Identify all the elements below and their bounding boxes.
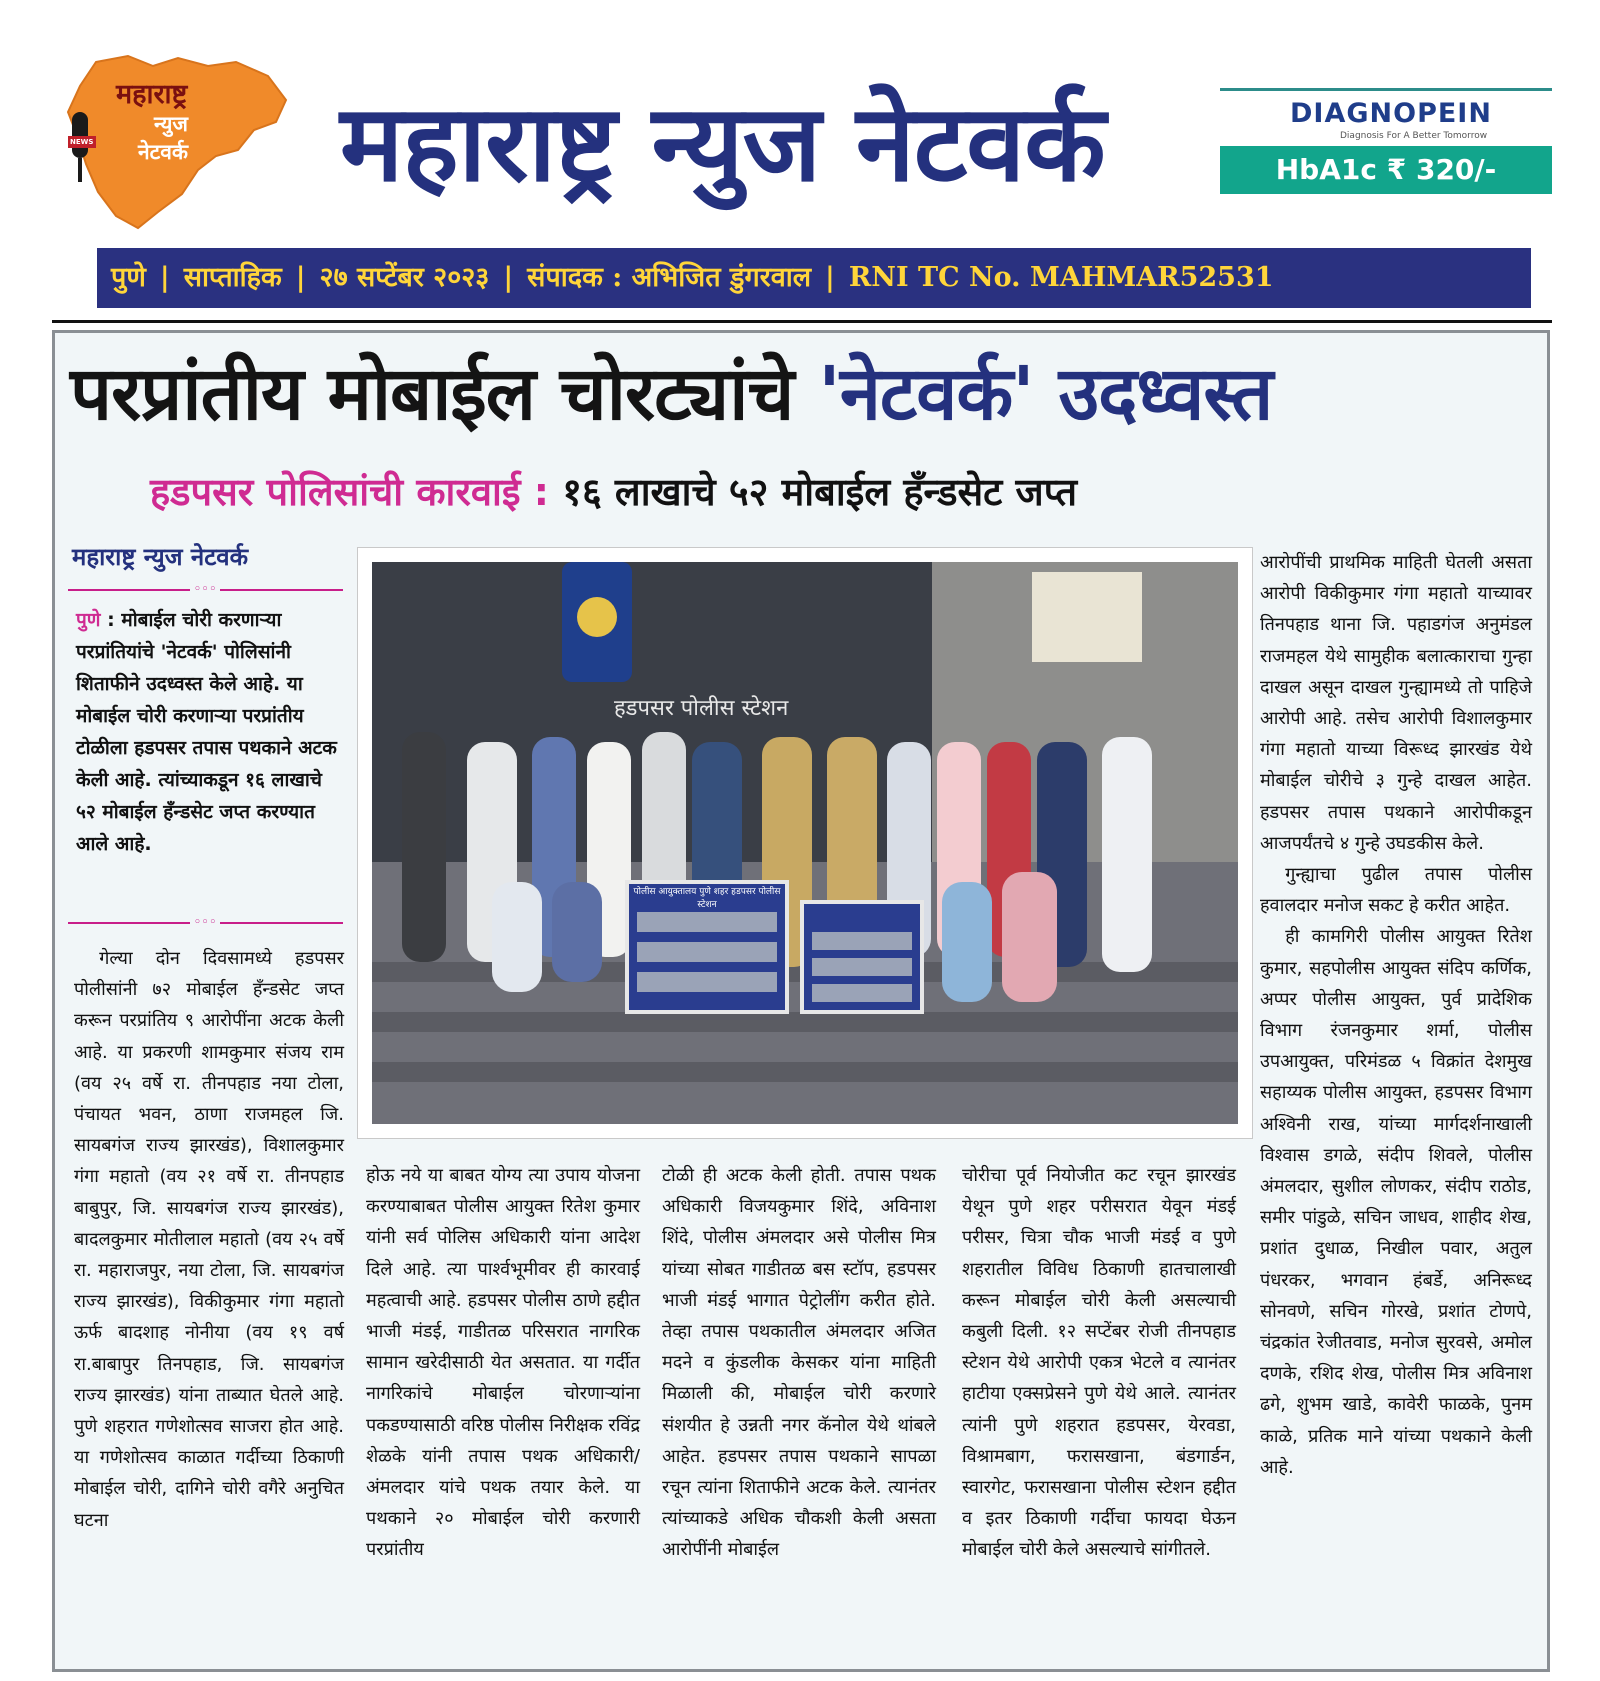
intro-text: : मोबाईल चोरी करणाऱ्या परप्रांतियांचे 'नेटवर्क' पोलिसांनी शिताफीने उदध्वस्त केले आहे. या मोबाईल चोरी करणाऱ्या परप्रांतीय टोळीला हडपसर तपास पथकाने अटक केली आहे. त्यांच्याकडून १६ लाखाचे ५२ मोबाईल हँन्डसेट जप्त करण्यात आले आहे. <box>76 609 337 855</box>
maharashtra-map-logo <box>58 52 288 232</box>
article-subhead <box>150 470 1450 516</box>
separator: | <box>825 262 835 293</box>
ad-price-banner: HbA1c ₹ 320/- <box>1220 146 1552 194</box>
article-column-3 <box>662 1160 936 1566</box>
separator: | <box>503 262 514 293</box>
diagnopein-logo: DIAGNOPEIN <box>1290 98 1492 129</box>
issue-date: २७ सप्टेंबर २०२३ <box>319 262 490 293</box>
column-1-text: गेल्या दोन दिवसामध्ये हडपसर पोलीसांनी ७२ मोबाईल हँन्डसेट जप्त करून परप्रांतिय ९ आरोपींना अटक केली आहे. या प्रकरणी शामकुमार संजय राम (वय २५ वर्षे रा. तीनपहाड नया टोला, पंचायत भवन, ठाणा राजमहल जि. सायबगंज राज्य झारखंड), विशालकुमार गंगा महातो (वय २१ वर्षे रा. तीनपहाड बाबुपुर, जि. सायबगंज राज्य झारखंड), बादलकुमार मोतीलाल महातो (वय २५ वर्षे रा. महाराजपुर, नया टोला, जि. सायबगंज राज्य झारखंड), विकीकुमार गंगा महातो ऊर्फ बादशाह नोनीया (वय १९ वर्ष रा.बाबापुर तिनपहाड, जि. सायबगंज राज्य झारखंड) यांना ताब्यात घेतले आहे. पुणे शहरात गणेशोत्सव साजरा होत आहे. या गणेशोत्सव काळात गर्दीच्या ठिकाणी मोबाईल चोरी, दागिने चोरी वगैरे अनुचित घटना <box>74 948 344 1531</box>
column-5-paragraph-3: ही कामगिरी पोलीस आयुक्त रितेश कुमार, सहपोलीस आयुक्त संदिप कर्णिक, अप्पर पोलीस आयुक्त, पुर्व प्रादेशिक विभाग रंजनकुमार शर्मा, पोलीस उपआयुक्त, परिमंडळ ५ विक्रांत देशमुख सहाय्यक पोलीस आयुक्त, हडपसर विभाग अश्विनी राख, यांच्या मार्गदर्शनाखाली विश्वास डगळे, संदीप शिवले, पोलीस अंमलदार, सुशील लोणकर, संदीप राठोड, समीर पांडुळे, सचिन जाधव, शाहीद शेख, प्रशांत दुधाळ, निखील पवार, अतुल पंधरकर, भगवान हंबर्डे, अनिरूध्द सोनवणे, सचिन गोरखे, प्रशांत टोणपे, चंद्रकांत रेजीतवाड, मनोज सुरवसे, अमोल दणके, रशिद शेख, पोलीस मित्र अविनाश ढगे, शुभम खाडे, कावेरी फाळके, पुनम काळे, प्रतिक माने यांच्या पथकाने केली आहे. <box>1260 926 1532 1478</box>
headline-blue: 'नेटवर्क' उदध्वस्त <box>818 351 1273 437</box>
article-headline <box>70 352 1532 437</box>
issue-rni: RNI TC No. MAHMAR52531 <box>848 262 1274 293</box>
logo-line-2: न्युज <box>154 112 188 136</box>
police-team-photo <box>372 562 1238 1124</box>
logo-line-1: महाराष्ट्र <box>116 79 188 110</box>
article-column-2 <box>366 1160 640 1566</box>
article-byline: महाराष्ट्र न्युज नेटवर्क <box>72 543 249 571</box>
diagnopein-ad[interactable] <box>1220 88 1552 194</box>
separator: | <box>159 262 170 293</box>
ad-tagline: Diagnosis For A Better Tomorrow <box>1340 131 1488 141</box>
logo-line-3: नेटवर्क <box>138 140 189 164</box>
issue-info-bar <box>97 248 1531 308</box>
article-column-4 <box>962 1160 1236 1566</box>
issue-editor: संपादक : अभिजित डुंगरवाल <box>527 262 812 293</box>
photo-building-sign: हडपसर पोलीस स्टेशन <box>614 696 789 721</box>
headline-black: परप्रांतीय मोबाईल चोरट्यांचे <box>70 351 794 437</box>
intro-place: पुणे <box>76 609 101 631</box>
issue-city: पुणे <box>111 262 146 293</box>
article-photo <box>358 548 1252 1138</box>
column-3-text: टोळी ही अटक केली होती. तपास पथक अधिकारी विजयकुमार शिंदे, अविनाश शिंदे, पोलीस अंमलदार असे पोलीस मित्र यांच्या सोबत गाडीतळ बस स्टॉप, हडपसर भाजी मंडई भागात पेट्रोलींग करीत होते. तेव्हा तपास पथकातील अंमलदार अजित मदने व कुंडलीक केसकर यांना माहिती मिळाली की, मोबाईल चोरी करणारे संशयीत हे उन्नती नगर कॅनोल येथे थांबले आहेत. हडपसर तपास पथकाने सापळा रचून त्यांना शिताफीने अटक केले. त्यानंतर त्यांच्याकडे अधिक चौकशी केली असता आरोपींनी मोबाईल <box>662 1165 936 1561</box>
article-column-5 <box>1260 547 1532 1483</box>
column-5-paragraph-1: आरोपींची प्राथमिक माहिती घेतली असता आरोपी विकीकुमार गंगा महातो याच्यावर तिनपहाड थाना जि. पहाडगंज अनुमंडल राजमहल येथे सामुहीक बलात्काराचा गुन्हा दाखल असून दाखल गुन्ह्यामध्ये तो पाहिजे आरोपी आहे. तसेच आरोपी विशालकुमार गंगा महातो याच्या विरूध्द झारखंड येथे मोबाईल चोरीचे ३ गुन्हे दाखल आहेत. हडपसर तपास पथकाने आरोपीकडून आजपर्यंतचे ४ गुन्हे उघडकीस केले. <box>1260 552 1532 854</box>
masthead-rule <box>52 320 1552 323</box>
article-intro <box>76 604 342 860</box>
column-2-text: होऊ नये या बाबत योग्य त्या उपाय योजना करण्याबाबत पोलीस आयुक्त रितेश कुमार यांनी सर्व पोलिस अधिकारी यांना आदेश दिले आहे. त्या पार्श्वभूमीवर ही कारवाई महत्वाची आहे. हडपसर पोलीस ठाणे हद्दीत भाजी मंडई, गाडीतळ परिसरात नागरिक सामान खरेदीसाठी येत असतात. या गर्दीत नागरिकांचे मोबाईल चोरणाऱ्यांना पकडण्यासाठी वरिष्ठ पोलीस निरीक्षक रविंद्र शेळके यांनी तपास पथक अधिकारी/अंमलदार यांचे पथक तयार केले. या पथकाने २० मोबाईल चोरी करणारी परप्रांतीय <box>366 1165 640 1561</box>
logo-mic-text: NEWS <box>70 138 94 146</box>
photo-board-text: पोलीस आयुक्तालय पुणे शहर हडपसर पोलीस स्टेशन <box>633 887 781 910</box>
column-5-paragraph-2: गुन्ह्याचा पुढील तपास पोलीस हवालदार मनोज सकट हे करीत आहेत. <box>1260 864 1532 917</box>
ornament-divider-icon: ◦◦◦ <box>68 916 343 930</box>
microphone-icon <box>72 112 88 158</box>
issue-frequency: साप्ताहिक <box>183 262 282 293</box>
ornament-divider-icon: ◦◦◦ <box>68 583 343 597</box>
column-4-text: चोरीचा पूर्व नियोजीत कट रचून झारखंड येथून पुणे शहर परीसरात येवून मंडई परीसर, चित्रा चौक भाजी मंडई व पुणे शहरातील विविध ठिकाणी हातचालाखी करून मोबाईल चोरी केली असल्याची कबुली दिली. १२ सप्टेंबर रोजी तीनपहाड स्टेशन येथे आरोपी एकत्र भेटले व त्यानंतर हाटीया एक्सप्रेसने पुणे येथे आले. त्यानंतर त्यांनी पुणे शहरात हडपसर, येरवडा, विश्रामबाग, फरासखाना, बंडगार्डन, स्वारगेट, फरासखाना पोलीस स्टेशन हद्दीत व इतर ठिकाणी गर्दीचा फायदा घेऊन मोबाईल चोरी केले असल्याचे सांगीतले. <box>962 1165 1236 1561</box>
separator: | <box>295 262 306 293</box>
subhead-black: १६ लाखाचे ५२ मोबाईल हँन्डसेट जप्त <box>562 470 1078 514</box>
article-column-1 <box>74 943 344 1536</box>
masthead-title: महाराष्ट्र न्युज नेटवर्क <box>340 82 1105 205</box>
subhead-pink: हडपसर पोलिसांची कारवाई : <box>150 470 549 514</box>
